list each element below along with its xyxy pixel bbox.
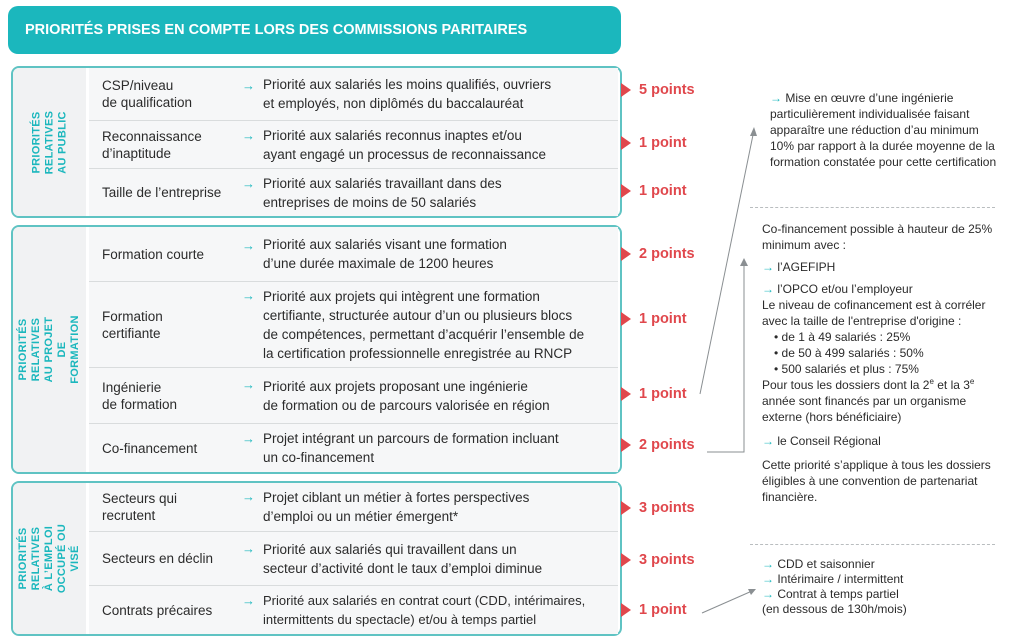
triangle-marker-icon (621, 312, 631, 326)
criterion-description: Priorité aux projets qui intègrent une formation certifiante, structurée autour d’un ou plusieurs blocs de compétences, permettant d’acquérir l’ensemble de la certification professionnelle enregistrée au RNCP (263, 288, 585, 361)
years-text-part: année sont financés par un organisme externe (hors bénéficiaire) (762, 394, 967, 424)
arrow-icon: → (242, 78, 255, 93)
contrats-item (762, 557, 1002, 572)
group-title-emploi: PRIORITÉS RELATIVES À L’EMPLOI OCCUPÉ OU VISÉ (17, 523, 81, 594)
criterion-description: Priorité aux projets proposant une ingénierie de formation ou de parcours valorisée en région (263, 378, 550, 413)
points-value: 1 point (639, 135, 687, 151)
criterion-description: Projet ciblant un métier à fortes perspectives d’emploi ou un métier émergent* (263, 490, 530, 524)
group-projet (11, 225, 622, 474)
cofinancement-partner-region (762, 433, 1002, 449)
criterion-label: CSP/niveau de qualification (102, 78, 193, 110)
points-badge (621, 132, 731, 154)
criterion-description: Priorité aux salariés qui travaillent dans un secteur d’activité dont le taux d’emploi diminue (263, 541, 543, 576)
years-sup: e (929, 377, 934, 386)
note-contrats (762, 557, 1002, 617)
criterion-label: Taille de l’entreprise (102, 185, 222, 200)
connector-cofinancement-arrowhead (740, 258, 748, 266)
table-row (89, 227, 618, 282)
years-sup: e (969, 377, 975, 386)
criterion-label: Secteurs qui recrutent (102, 491, 178, 523)
triangle-marker-icon (621, 501, 631, 515)
table-row (89, 586, 618, 634)
contrats-sub: (en dessous de 130h/mois) (762, 602, 907, 616)
points-badge (621, 180, 731, 202)
triangle-marker-icon (621, 553, 631, 567)
cofinancement-bullet: • de 50 à 499 salariés : 50% (774, 346, 924, 360)
group-public (11, 66, 622, 218)
cofinancement-years-text (762, 377, 1002, 425)
group-label (13, 68, 87, 216)
cofinancement-partner-opco (762, 281, 1002, 297)
divider (750, 207, 995, 208)
years-text-part: Pour tous les dossiers dont la 2 (762, 378, 930, 392)
table-row (89, 169, 618, 216)
points-value: 2 points (639, 437, 695, 453)
points-value: 3 points (639, 500, 695, 516)
arrow-icon: → (762, 282, 774, 296)
arrow-icon: → (242, 593, 255, 608)
note-ingenierie-text: Mise en œuvre d’une ingénierie particulièrement individualisée faisant apparaître une réduction d’au minimum 10% par rapport à la durée moyenne de la formation constatée pour cette certification (770, 91, 997, 169)
table-row (89, 121, 618, 169)
criterion-label: Reconnaissance d’inaptitude (102, 128, 202, 161)
contrats-item-text: Contrat à temps partiel (777, 587, 899, 601)
points-value: 2 points (639, 246, 695, 262)
table-row (89, 532, 618, 586)
criterion-label: Formation courte (102, 246, 205, 262)
group-label (13, 227, 87, 472)
connector-ingenierie-arrowhead (750, 127, 757, 136)
points-badge (621, 243, 731, 265)
table-row (89, 368, 618, 424)
criterion-description: Priorité aux salariés reconnus inaptes et/ou ayant engagé un processus de reconnaissance (263, 127, 546, 162)
cofinancement-bullet: • de 1 à 49 salariés : 25% (774, 330, 911, 344)
arrow-icon: → (242, 431, 255, 446)
connector-cofinancement (707, 262, 744, 452)
group-title-projet: PRIORITÉS RELATIVES AU PROJET DE FORMATION (17, 315, 81, 384)
points-badge (621, 434, 731, 456)
cofinancement-partner-agefiph (762, 259, 1002, 275)
note-ingenierie (770, 90, 1000, 170)
criterion-label: Contrats précaires (102, 602, 213, 618)
triangle-marker-icon (621, 247, 631, 261)
page-title: PRIORITÉS PRISES EN COMPTE LORS DES COMMISSIONS PARITAIRES (25, 22, 528, 38)
arrow-icon: → (762, 587, 774, 601)
table-row (89, 424, 618, 472)
arrow-icon: → (242, 377, 255, 392)
triangle-marker-icon (621, 83, 631, 97)
points-value: 1 point (639, 386, 687, 402)
criterion-description: Priorité aux salariés visant une formation d’une durée maximale de 1200 heures (263, 237, 507, 271)
points-badge (621, 549, 731, 571)
cofinancement-level-text: Le niveau de cofinancement est à corréler avec la taille de l'entreprise d'origine : (762, 298, 986, 328)
arrow-icon: → (762, 557, 774, 571)
cofinancement-region: le Conseil Régional (777, 434, 881, 448)
points-badge (621, 599, 731, 621)
cofinancement-bullet: • 500 salariés et plus : 75% (774, 362, 919, 376)
years-text-part: et la 3 (933, 378, 970, 392)
group-emploi (11, 481, 622, 636)
points-value: 1 point (639, 311, 687, 327)
table-row (89, 483, 618, 532)
criterion-label: Secteurs en déclin (102, 551, 214, 566)
contrats-item-text: CDD et saisonnier (777, 557, 875, 571)
criterion-label: Co-financement (102, 440, 198, 456)
arrow-icon: → (242, 128, 255, 143)
criterion-description: Priorité aux salariés les moins qualifiés, ouvriers et employés, non diplômés du baccalauréat (263, 77, 552, 111)
arrow-icon: → (242, 489, 255, 504)
points-badge (621, 497, 731, 519)
points-value: 3 points (639, 552, 695, 568)
arrow-icon: → (242, 176, 255, 191)
arrow-icon: → (242, 238, 255, 253)
cofinancement-agefiph: l’AGEFIPH (777, 260, 836, 274)
cofinancement-closing: Cette priorité s’applique à tous les dossiers éligibles à une convention de partenariat financière. (762, 458, 991, 504)
points-value: 1 point (639, 183, 687, 199)
arrow-icon: → (762, 572, 774, 586)
criterion-label: Ingénierie de formation (102, 379, 178, 412)
points-value: 5 points (639, 82, 695, 98)
criterion-description: Projet intégrant un parcours de formation incluant un co-financement (263, 431, 559, 465)
cofinancement-intro: Co-financement possible à hauteur de 25% minimum avec : (762, 222, 993, 252)
contrats-item (762, 587, 1002, 602)
arrow-icon: → (242, 288, 255, 303)
criterion-description: Priorité aux salariés en contrat court (CDD, intérimaires, intermittents du spectacle) et/ou à temps partiel (263, 593, 586, 627)
connector-contrats-arrowhead (748, 589, 756, 595)
triangle-marker-icon (621, 438, 631, 452)
group-label (13, 483, 87, 634)
note-cofinancement (762, 221, 1002, 505)
table-row (89, 282, 618, 368)
table-row (89, 68, 618, 121)
contrats-item-text: Intérimaire / intermittent (777, 572, 904, 586)
points-badge (621, 79, 731, 101)
group-title-public: PRIORITÉS RELATIVES AU PUBLIC (30, 110, 68, 174)
arrow-icon: → (770, 91, 782, 105)
arrow-icon: → (762, 434, 774, 448)
cofinancement-opco: l’OPCO et/ou l’employeur (777, 282, 913, 296)
arrow-icon: → (242, 541, 255, 556)
triangle-marker-icon (621, 387, 631, 401)
divider (750, 544, 995, 545)
points-badge (621, 308, 731, 330)
triangle-marker-icon (621, 184, 631, 198)
triangle-marker-icon (621, 603, 631, 617)
points-badge (621, 383, 731, 405)
criterion-label: Formation certifiante (102, 308, 163, 341)
contrats-item (762, 572, 1002, 587)
page-header (8, 6, 621, 54)
points-value: 1 point (639, 602, 687, 618)
arrow-icon: → (762, 260, 774, 274)
triangle-marker-icon (621, 136, 631, 150)
criterion-description: Priorité aux salariés travaillant dans des entreprises de moins de 50 salariés (263, 175, 502, 210)
